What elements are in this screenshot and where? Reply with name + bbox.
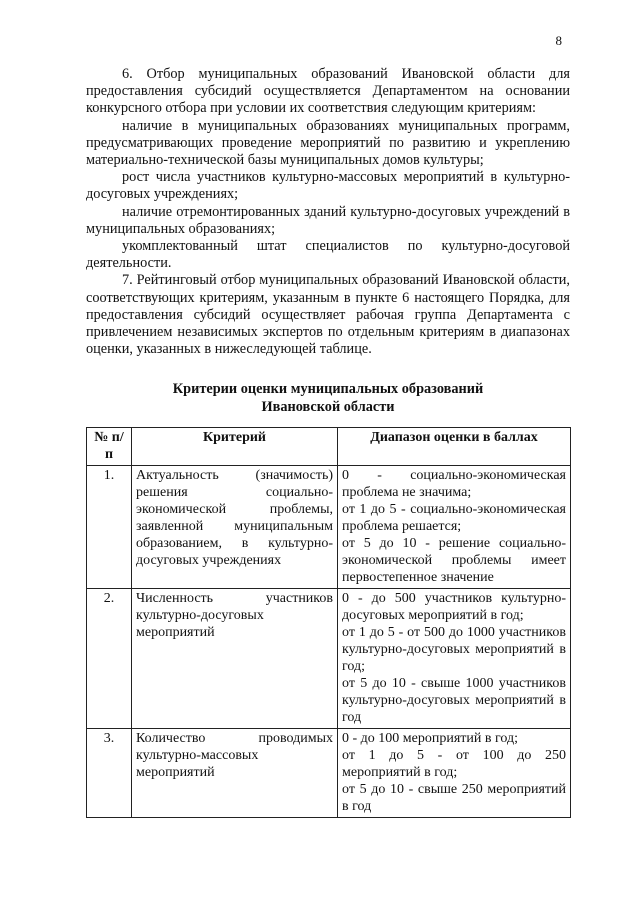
- table-row: [87, 466, 571, 589]
- table-row: [87, 729, 571, 818]
- criterion-buildings: наличие отремонтированных зданий культурно-досуговых учреждений в муниципальных образованиях;: [86, 203, 570, 237]
- row-range: [338, 729, 571, 818]
- row-number: 3.: [87, 729, 132, 818]
- table-title-line-1: Критерии оценки муниципальных образований: [172, 381, 484, 397]
- range-item: от 5 до 10 - решение социально-экономической проблемы имеет первостепенное значение: [342, 536, 566, 585]
- row-number: 2.: [87, 589, 132, 729]
- row-criterion: Количество проводимых культурно-массовых мероприятий: [132, 729, 338, 818]
- header-number: № п/п: [87, 428, 132, 466]
- row-number: 1.: [87, 466, 132, 589]
- range-item: 0 - социально-экономическая проблема не значима;: [342, 468, 566, 500]
- row-criterion: Актуальность (значимость) решения социально-экономической проблемы, заявленной муниципальным образованием, в культурно-досуговых учреждениях: [132, 466, 338, 589]
- range-item: 0 - до 100 мероприятий в год;: [342, 731, 518, 746]
- criterion-staff: укомплектованный штат специалистов по культурно-досуговой деятельности.: [86, 238, 570, 272]
- range-item: от 1 до 5 - от 500 до 1000 участников культурно-досуговых мероприятий в год;: [342, 625, 566, 674]
- row-range: [338, 589, 571, 729]
- criteria-table: [86, 427, 571, 818]
- body-text: [86, 66, 570, 358]
- table-header-row: [87, 428, 571, 466]
- range-item: от 5 до 10 - свыше 250 мероприятий в год: [342, 782, 566, 814]
- range-item: от 1 до 5 - социально-экономическая проблема решается;: [342, 502, 566, 534]
- row-range: [338, 466, 571, 589]
- table-row: [87, 589, 571, 729]
- criterion-programs: наличие в муниципальных образованиях муниципальных программ, предусматривающих проведение мероприятий по развитию и укреплению материально-технической базы муниципальных домов культуры;: [86, 117, 570, 169]
- header-criterion: Критерий: [132, 428, 338, 466]
- range-item: 0 - до 500 участников культурно-досуговых мероприятий в год;: [342, 591, 566, 623]
- paragraph-6: 6. Отбор муниципальных образований Ивановской области для предоставления субсидий осуществляется Департаментом на основании конкурсного отбора при условии их соответствия следующим критериям:: [86, 66, 570, 117]
- table-title-line-2: Ивановской области: [261, 399, 395, 415]
- table-title: [86, 380, 570, 416]
- paragraph-7: 7. Рейтинговый отбор муниципальных образований Ивановской области, соответствующих критериям, указанным в пункте 6 настоящего Порядка, для предоставления субсидий осуществляет рабочая группа Департамента с привлечением независимых экспертов по отдельным критериям в диапазонах оценки, указанных в нижеследующей таблице.: [86, 272, 570, 358]
- range-item: от 5 до 10 - свыше 1000 участников культурно-досуговых мероприятий в год: [342, 676, 566, 725]
- range-item: от 1 до 5 - от 100 до 250 мероприятий в год;: [342, 748, 566, 780]
- header-range: Диапазон оценки в баллах: [338, 428, 571, 466]
- page-number: 8: [555, 33, 562, 48]
- row-criterion: Численность участников культурно-досуговых мероприятий: [132, 589, 338, 729]
- criterion-growth: рост числа участников культурно-массовых мероприятий в культурно-досуговых учреждениях;: [86, 169, 570, 203]
